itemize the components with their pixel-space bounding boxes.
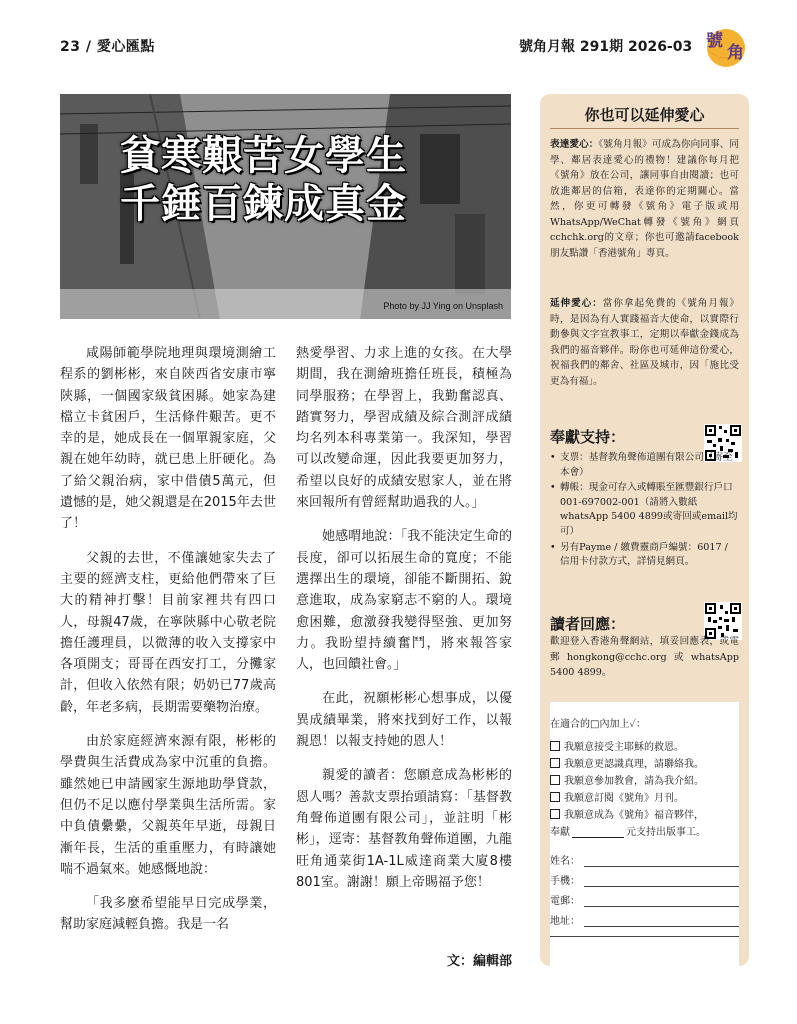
checkbox[interactable] bbox=[550, 775, 560, 785]
field-label: 姓名： bbox=[550, 856, 580, 867]
form-option[interactable] bbox=[550, 772, 704, 787]
extend-text: 當你拿起免費的《號角月報》時，是因為有人實踐福音大使命，以實際行動參與文字宣教事工，定期以奉獻金錢成為我們的福音夥伴。盼你也可延伸這份愛心，祝福我們的鄰舍、社區及城市，因「施比受更為有福」。 bbox=[550, 298, 740, 387]
phone-input-line[interactable] bbox=[584, 875, 739, 887]
title-divider bbox=[550, 128, 739, 129]
form-option[interactable] bbox=[550, 789, 684, 804]
option-label: 我願意訂閱《號角》月刊。 bbox=[564, 793, 684, 804]
article-column-2 bbox=[296, 343, 512, 906]
issue-info: 號角月報 291期 2026-03 bbox=[519, 39, 693, 55]
paragraph: 熱愛學習、力求上進的女孩。在大學期間，我在測繪班擔任班長，積極為同學服務；在學習上，我勤奮認真、踏實努力，學習成績及綜合測評成績均名列本科專業第一。我深知，學習可以改變命運，因此我要更加努力，希望以良好的成績安慰家人，並在將來回報所有曾經幫助過我的人。」 bbox=[296, 346, 512, 511]
phone-field[interactable] bbox=[550, 872, 739, 887]
byline: 文：編輯部 bbox=[446, 954, 512, 969]
express-love-block bbox=[550, 137, 739, 261]
address-input-line[interactable] bbox=[584, 915, 739, 927]
name-input-line[interactable] bbox=[584, 855, 739, 867]
extend-love-block bbox=[550, 296, 739, 389]
paragraph: 「我多麼希望能早日完成學業，幫助家庭減輕負擔。我是一名 bbox=[60, 896, 276, 933]
support-list bbox=[550, 451, 740, 571]
extend-label: 延伸愛心： bbox=[550, 298, 603, 309]
email-field[interactable] bbox=[550, 892, 739, 907]
photo-credit: Photo by JJ Ying on Unsplash bbox=[383, 301, 503, 311]
option-label: 我願意更認識真理，請聯絡我。 bbox=[564, 759, 704, 770]
field-label: 地址： bbox=[550, 916, 580, 927]
paragraph: 咸陽師範學院地理與環境測繪工程系的劉彬彬，來自陝西省安康市寧陝縣，一個國家級貧困縣。她家為建檔立卡貧困戶，生活條件艱苦。更不幸的是，她成長在一個單親家庭，父親在她年幼時，就已患上肝硬化。為了給父親治病，家中借債5萬元，但遺憾的是，她父親還是在2015年去世了！ bbox=[60, 346, 276, 532]
option-label: 我願意接受主耶穌的救恩。 bbox=[564, 742, 684, 753]
support-item: • 轉帳：現金可存入或轉賬至匯豐銀行戶口001-697002-001（請將入數紙whatsApp 5400 4899或寄回或email均可） bbox=[550, 481, 740, 539]
checkbox[interactable] bbox=[550, 792, 560, 802]
donation-amount-input[interactable] bbox=[572, 827, 624, 838]
checkbox[interactable] bbox=[550, 741, 560, 751]
option-label: 我願意參加教會，請為我介紹。 bbox=[564, 776, 704, 787]
hero-image bbox=[60, 94, 511, 319]
paragraph: 她感喟地說：「我不能決定生命的長度，卻可以拓展生命的寬度；不能選擇出生的環境，卻能不斷開拓、銳意進取，成為家窮志不窮的人。環境愈困難，愈激發我變得堅強、更加努力。我盼望持續奮鬥，將來報答家人，也回饋社會。」 bbox=[296, 529, 512, 673]
support-item: • 支票：基督教角聲佈道團有限公司（寄至本會） bbox=[550, 451, 740, 480]
address-field[interactable] bbox=[550, 912, 739, 927]
title-line-1: 貧寒艱苦女學生 bbox=[120, 133, 407, 179]
form-instruction: 在適合的□內加上✓： bbox=[550, 719, 646, 730]
donate-prefix: 奉獻 bbox=[550, 827, 570, 838]
checkbox[interactable] bbox=[550, 809, 560, 819]
address-extra-line[interactable] bbox=[550, 936, 739, 937]
article-title bbox=[120, 132, 460, 228]
field-label: 電郵： bbox=[550, 896, 580, 907]
reply-heading: 讀者回應： bbox=[550, 615, 626, 633]
reply-text: 歡迎登入香港角聲網站，填妥回應表，或電郵hongkong@cchc.org或whatsApp 5400 4899。 bbox=[550, 636, 739, 678]
paragraph: 由於家庭經濟來源有限，彬彬的學費與生活費成為家中沉重的負擔。雖然她已申請國家生源地助學貸款，但仍不足以應付學業與生活所需。家中負債纍纍，父親英年早逝，母親日漸年長，生活的重重壓力，有時讓她喘不過氣來。她感慨地說： bbox=[60, 734, 276, 877]
form-option[interactable] bbox=[550, 738, 684, 753]
magazine-logo bbox=[700, 20, 756, 70]
sidebar-title: 你也可以延伸愛心 bbox=[584, 106, 705, 124]
svg-text:號: 號 bbox=[706, 31, 723, 51]
paragraph: 父親的去世，不僅讓她家失去了主要的經濟支柱，更給他們帶來了巨大的精神打擊！目前家裡共有四口人，母親47歲，在寧陝縣中心敬老院擔任護理員，以微薄的收入支撐家中各項開支；哥哥在西安打工，分攤家計，但收入依然有限；奶奶已77歲高齡，年老多病，長期需要藥物治療。 bbox=[60, 550, 276, 715]
svg-text:角: 角 bbox=[727, 43, 744, 63]
option-label: 我願意成為《號角》福音夥伴， bbox=[564, 810, 704, 821]
email-input-line[interactable] bbox=[584, 895, 739, 907]
donate-suffix: 元支持出版事工。 bbox=[626, 827, 706, 838]
paragraph: 親愛的讀者：您願意成為彬彬的恩人嗎？善款支票抬頭請寫：「基督教角聲佈道團有限公司」，並註明「彬彬」，逕寄：基督教角聲佈道團，九龍旺角通菜街1A-1L威達商業大廈8樓801室。謝謝！願上帝賜福予您！ bbox=[296, 768, 512, 890]
paragraph: 在此，祝願彬彬心想事成，以優異成績畢業，將來找到好工作，以報親恩！以報支持她的恩人！ bbox=[296, 691, 512, 750]
field-label: 手機： bbox=[550, 876, 580, 887]
page-section-label: 23 / 愛心匯點 bbox=[60, 39, 155, 55]
donation-amount-row bbox=[550, 823, 706, 838]
title-line-2: 千錘百鍊成真金 bbox=[120, 181, 407, 227]
name-field[interactable] bbox=[550, 852, 739, 867]
form-option[interactable] bbox=[550, 806, 704, 821]
express-label: 表達愛心： bbox=[550, 139, 599, 150]
express-text: 《號角月報》可成為你向同事、同學、鄰居表達愛心的禮物！建議你每月把《號角》放在公司，讓同事自由閱讀；也可放進鄰居的信箱，表達你的定期關心。當然，你更可轉發《號角》電子版或用WhatsApp/WeChat轉發《號角》網頁cchchk.org的文章；你也可邀請facebook朋友點讚「香港號角」專頁。 bbox=[550, 139, 740, 259]
form-option[interactable] bbox=[550, 755, 704, 770]
article-column-1 bbox=[60, 343, 276, 949]
checkbox[interactable] bbox=[550, 758, 560, 768]
support-heading: 奉獻支持： bbox=[550, 428, 626, 446]
support-item: • 另有Payme / 繳費靈商戶編號：6017 / 信用卡付款方式，詳情見網頁。 bbox=[550, 541, 740, 570]
